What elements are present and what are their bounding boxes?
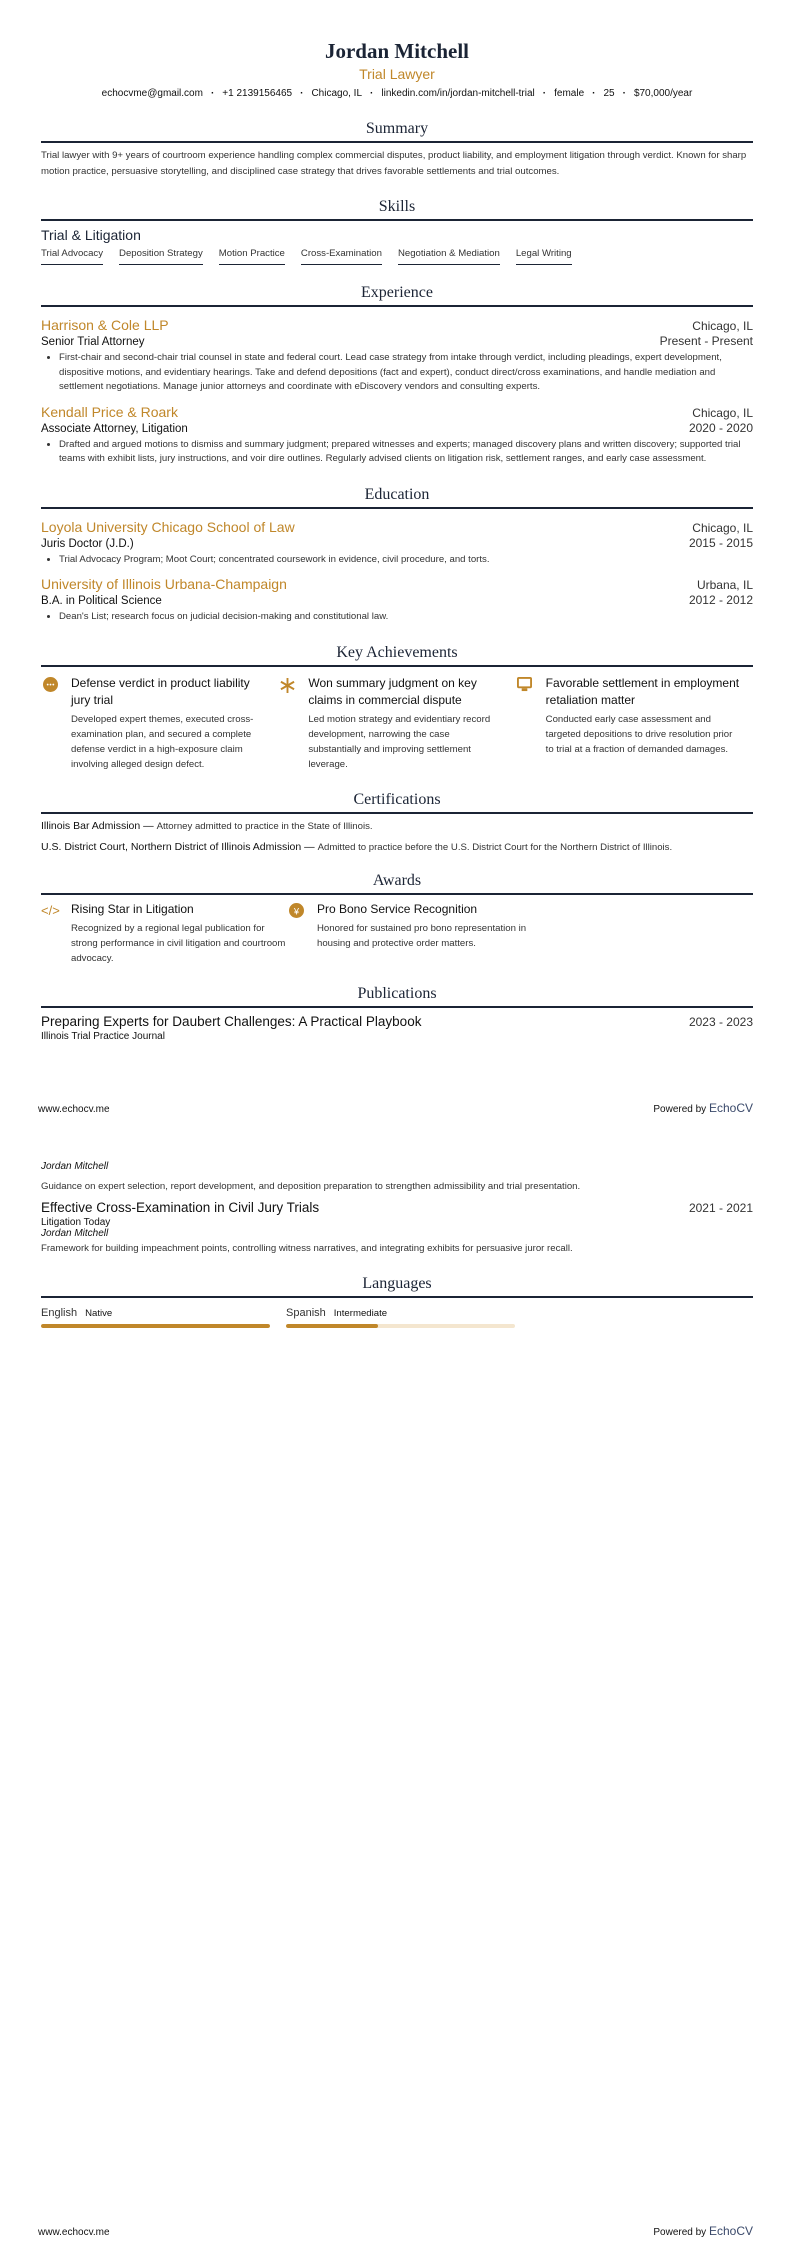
achievement-title: Won summary judgment on key claims in commercial dispute <box>308 675 477 707</box>
summary-heading: Summary <box>41 119 753 143</box>
achievements-list <box>41 675 753 772</box>
sparkle-icon <box>278 675 296 772</box>
achievement-item <box>41 675 278 772</box>
achievement-desc: Developed expert themes, executed cross-examination plan, and secured a complete defense verdict in a high-exposure claim involving alleged design defect. <box>71 713 254 770</box>
monitor-icon <box>516 675 534 772</box>
phone: +1 2139156465 <box>222 88 293 99</box>
school: Loyola University Chicago School of Law <box>41 518 295 535</box>
languages-heading: Languages <box>41 1274 753 1298</box>
language-bar-fill <box>286 1324 378 1328</box>
language-bar <box>286 1324 515 1328</box>
skill-tag: Cross-Examination <box>301 248 382 265</box>
education-heading: Education <box>41 485 753 509</box>
page-2 <box>0 1123 794 2246</box>
page-footer <box>38 1101 753 1115</box>
education-item <box>41 571 753 625</box>
awards-list <box>41 901 753 966</box>
powered-by: Powered by <box>653 2227 707 2238</box>
skill-tag: Negotiation & Mediation <box>398 248 500 265</box>
achievement-desc: Conducted early case assessment and targeted depositions to drive resolution prior to trial at a fraction of demanded damages. <box>545 713 733 755</box>
achievement-title: Defense verdict in product liability jury trial <box>71 675 250 707</box>
bullet: • First-chair and second-chair trial counsel in state and federal court. Lead case strategy from intake through verdict, including pleadings, expert development, dispositive motions, and evidentiary hearings. Take and defend depositions (fact and expert), conduct direct/cross examinations, and handle mediation and settlement negotiations. Manage junior attorneys and coordinate with eDiscovery vendors and consulting experts. <box>59 351 753 395</box>
location: Chicago, IL <box>311 88 363 99</box>
publication-desc: Framework for building impeachment points, controlling witness narratives, and integrating exhibits for persuasive juror recall. <box>41 1242 573 1254</box>
achievements-heading: Key Achievements <box>41 643 753 667</box>
company: Kendall Price & Roark <box>41 403 178 420</box>
linkedin[interactable]: linkedin.com/in/jordan-mitchell-trial <box>381 88 535 99</box>
language-name: English <box>41 1307 78 1319</box>
award-desc: Honored for sustained pro bono representation in housing and protective order matters. <box>317 922 527 949</box>
school-location: Chicago, IL <box>692 520 753 535</box>
company: Harrison & Cole LLP <box>41 317 169 333</box>
skill-tag: Trial Advocacy <box>41 248 103 265</box>
contact-info: echocvme@gmail.com · +1 2139156465 · Chicago, IL · linkedin.com/in/jordan-mitchell-trial · female · 25 · $70,000/year <box>101 88 693 99</box>
job-title: Trial Lawyer <box>359 66 435 82</box>
publication-author: Jordan Mitchell <box>41 1227 109 1239</box>
achievement-desc: Led motion strategy and evidentiary record development, narrowing the case substantially and improving settlement leverage. <box>308 713 491 770</box>
awards-heading: Awards <box>41 871 753 895</box>
award-title: Pro Bono Service Recognition <box>317 901 478 916</box>
skill-tag: Legal Writing <box>516 248 572 265</box>
age: 25 <box>603 88 615 99</box>
publication-desc: Guidance on expert selection, report development, and deposition preparation to strengthen admissibility and trial presentation. <box>41 1181 581 1192</box>
cert-name: Illinois Bar Admission <box>41 819 141 832</box>
languages-list <box>41 1303 753 1328</box>
powered-by: Powered by <box>653 1104 707 1115</box>
skill-tag: Motion Practice <box>219 248 285 265</box>
certification-item: U.S. District Court, Northern District of Illinois Admission — Admitted to practice before the U.S. District Court for the Northern District of Illinois. <box>41 840 673 853</box>
footer-site-link[interactable]: www.echocv.me <box>38 2227 110 2238</box>
achievement-title: Favorable settlement in employment retaliation matter <box>545 675 740 707</box>
code-icon: </> <box>41 902 60 918</box>
language-item <box>286 1303 515 1328</box>
gender: female <box>554 88 585 99</box>
bullet: • Drafted and argued motions to dismiss and summary judgment; prepared witnesses and experts; managed discovery plans and written discovery; supported trial teams with exhibit lists, jury instructions, and voir dire outlines. Regularly advised clients on litigation risk, settlement ranges, and early case assessment. <box>59 438 753 467</box>
skill-tags <box>41 248 753 265</box>
degree: Juris Doctor (J.D.) <box>41 537 134 550</box>
dates: 2015 - 2015 <box>688 535 753 550</box>
language-level: Intermediate <box>333 1308 388 1319</box>
role: Senior Trial Attorney <box>41 336 145 348</box>
language-level: Native <box>85 1308 113 1319</box>
publication-title: Preparing Experts for Daubert Challenges: A Practical Playbook <box>41 1013 422 1029</box>
dates: 2021 - 2021 <box>688 1200 753 1215</box>
language-name: Spanish <box>286 1307 326 1319</box>
certification-item: Illinois Bar Admission — Attorney admitted to practice in the State of Illinois. <box>41 819 373 832</box>
publisher: Litigation Today <box>41 1216 111 1228</box>
school-location: Urbana, IL <box>696 578 753 592</box>
svg-text:¥: ¥ <box>293 905 299 916</box>
role: Associate Attorney, Litigation <box>41 422 188 435</box>
achievement-item <box>516 675 753 772</box>
dots-circle-icon <box>41 675 59 772</box>
education-item <box>41 514 753 568</box>
page-footer <box>38 2224 753 2238</box>
publisher: Illinois Trial Practice Journal <box>41 1030 165 1042</box>
skill-group: Trial & Litigation <box>41 227 141 243</box>
certifications-heading: Certifications <box>41 790 753 814</box>
email[interactable]: echocvme@gmail.com <box>101 88 203 99</box>
degree: B.A. in Political Science <box>41 595 162 607</box>
award-item <box>41 901 287 966</box>
bullet: • Dean's List; research focus on judicial decision-making and constitutional law. <box>59 610 753 625</box>
dates: 2012 - 2012 <box>688 593 753 607</box>
school: University of Illinois Urbana-Champaign <box>41 576 287 592</box>
dates: 2020 - 2020 <box>688 420 753 435</box>
cert-desc: Admitted to practice before the U.S. District Court for the Northern District of Illinois. <box>317 841 673 853</box>
cert-desc: Attorney admitted to practice in the State of Illinois. <box>156 820 373 832</box>
dates: Present - Present <box>659 334 753 348</box>
summary-text: Trial lawyer with 9+ years of courtroom experience handling complex commercial disputes, product liability, and employment litigation through verdict. Known for sharp motion practice, persuasive storytelling, and disciplined case strategy that drives favorable settlements and trial outcomes. <box>41 150 747 177</box>
award-desc: Recognized by a regional legal publication for strong performance in civil litigation and courtroom advocacy. <box>71 922 286 964</box>
language-bar-fill <box>41 1324 270 1328</box>
experience-heading: Experience <box>41 283 753 307</box>
award-item <box>287 901 533 966</box>
dates: 2023 - 2023 <box>688 1014 753 1029</box>
skill-tag: Deposition Strategy <box>119 248 203 265</box>
publication-author: Jordan Mitchell <box>41 1161 109 1172</box>
job-location: Chicago, IL <box>692 405 753 420</box>
experience-item <box>41 399 753 467</box>
footer-site-link[interactable]: www.echocv.me <box>38 1104 110 1115</box>
publication-title: Effective Cross-Examination in Civil Jury Trials <box>41 1199 320 1215</box>
coin-icon <box>287 901 305 966</box>
publications-heading: Publications <box>41 984 753 1008</box>
job-location: Chicago, IL <box>692 319 753 333</box>
candidate-name: Jordan Mitchell <box>324 39 470 63</box>
brand-logo[interactable]: EchoCV <box>708 1101 753 1115</box>
language-bar <box>41 1324 270 1328</box>
award-title: Rising Star in Litigation <box>71 901 194 916</box>
bullet: • Trial Advocacy Program; Moot Court; concentrated coursework in evidence, civil procedure, and torts. <box>59 553 753 568</box>
achievement-item <box>278 675 515 772</box>
language-item <box>41 1303 270 1328</box>
brand-logo[interactable]: EchoCV <box>708 2224 753 2238</box>
skills-heading: Skills <box>41 197 753 221</box>
salary: $70,000/year <box>633 88 693 99</box>
cert-name: U.S. District Court, Northern District of Illinois Admission <box>41 840 302 853</box>
experience-item <box>41 312 753 395</box>
